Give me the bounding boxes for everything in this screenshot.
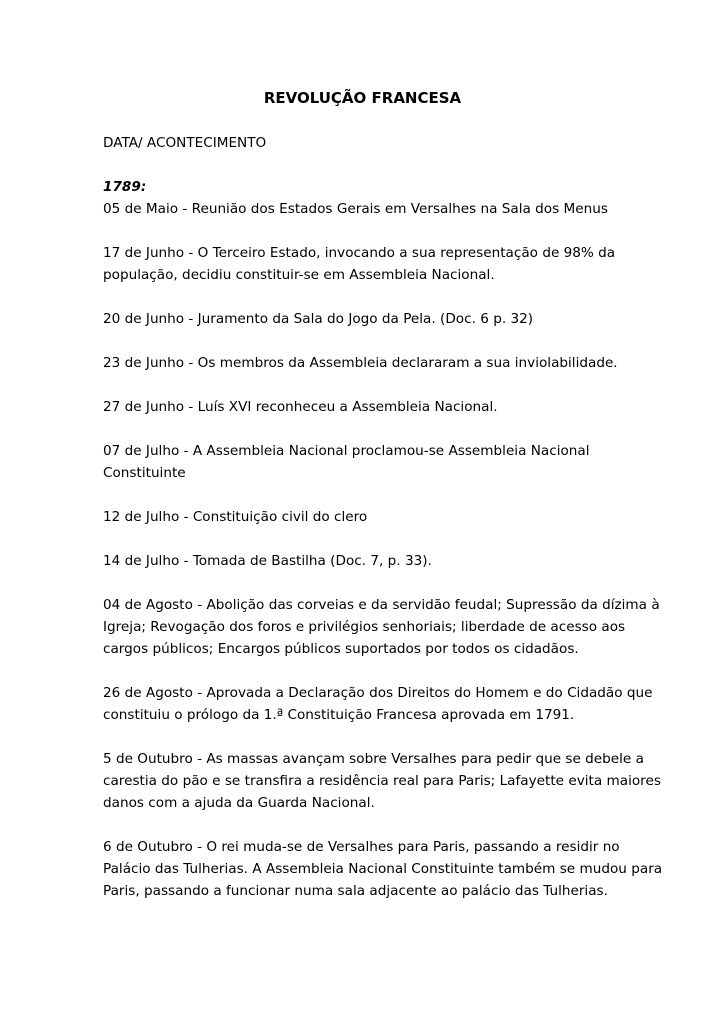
spacer — [103, 220, 643, 242]
entry-line: 14 de Julho - Tomada de Bastilha (Doc. 7, p. 33). — [103, 553, 432, 569]
spacer — [103, 814, 643, 836]
entry-line: 20 de Junho - Juramento da Sala do Jogo da Pela. (Doc. 6 p. 32) — [103, 311, 534, 327]
entry-line: Palácio das Tulherias. A Assembleia Nacional Constituinte também se mudou para — [103, 861, 663, 877]
entry-line: 17 de Junho - O Terceiro Estado, invocando a sua representação de 98% da — [103, 245, 616, 261]
spacer — [103, 528, 643, 550]
spacer — [103, 286, 643, 308]
spacer — [103, 726, 643, 748]
timeline-entry — [103, 440, 643, 484]
year-heading: 1789: — [103, 179, 147, 195]
entry-line: Constituinte — [103, 465, 186, 481]
timeline-entry — [103, 748, 661, 814]
timeline-entry — [103, 506, 643, 528]
header-label: DATA/ ACONTECIMENTO — [103, 135, 267, 151]
entry-line: população, decidiu constituir-se em Assembleia Nacional. — [103, 267, 495, 283]
entry-line: 26 de Agosto - Aprovada a Declaração dos Direitos do Homem e do Cidadão que — [103, 685, 653, 701]
entry-line: Paris, passando a funcionar numa sala adjacente ao palácio das Tulherias. — [103, 883, 608, 899]
timeline-entry — [103, 836, 663, 902]
timeline-entry — [103, 682, 653, 726]
entry-line: cargos públicos; Encargos públicos suportados por todos os cidadãos. — [103, 641, 579, 657]
entry-line: Igreja; Revogação dos foros e privilégios senhoriais; liberdade de acesso aos — [103, 619, 626, 635]
entry-line: 5 de Outubro - As massas avançam sobre Versalhes para pedir que se debele a — [103, 751, 644, 767]
timeline-entry — [103, 396, 643, 418]
entry-line: 04 de Agosto - Abolição das corveias e da servidão feudal; Supressão da dízima à — [103, 597, 660, 613]
entry-line: 27 de Junho - Luís XVI reconheceu a Assembleia Nacional. — [103, 399, 498, 415]
spacer — [103, 484, 643, 506]
timeline-entry — [103, 550, 643, 572]
timeline-entry — [103, 594, 660, 660]
entry-line: carestia do pão e se transfira a residência real para Paris; Lafayette evita maiores — [103, 773, 661, 789]
timeline-entry — [103, 352, 643, 374]
spacer — [103, 374, 643, 396]
spacer — [103, 330, 643, 352]
entry-line: danos com a ajuda da Guarda Nacional. — [103, 795, 375, 811]
timeline-entry — [103, 308, 643, 330]
entry-line: 6 de Outubro - O rei muda-se de Versalhes para Paris, passando a residir no — [103, 839, 620, 855]
document-body — [103, 132, 663, 902]
spacer — [103, 572, 643, 594]
entry-line: 23 de Junho - Os membros da Assembleia declararam a sua inviolabilidade. — [103, 355, 618, 371]
entry-line: constituiu o prólogo da 1.ª Constituição Francesa aprovada em 1791. — [103, 707, 575, 723]
entry-line: 12 de Julho - Constituição civil do clero — [103, 509, 368, 525]
timeline-entry — [103, 198, 643, 220]
spacer — [103, 154, 643, 176]
spacer — [103, 418, 643, 440]
spacer — [103, 660, 643, 682]
timeline-entry — [103, 242, 643, 286]
entry-line: 07 de Julho - A Assembleia Nacional proclamou-se Assembleia Nacional — [103, 443, 590, 459]
page-title: REVOLUÇÃO FRANCESA — [263, 89, 462, 107]
entry-line: 05 de Maio - Reunião dos Estados Gerais em Versalhes na Sala dos Menus — [103, 201, 608, 217]
